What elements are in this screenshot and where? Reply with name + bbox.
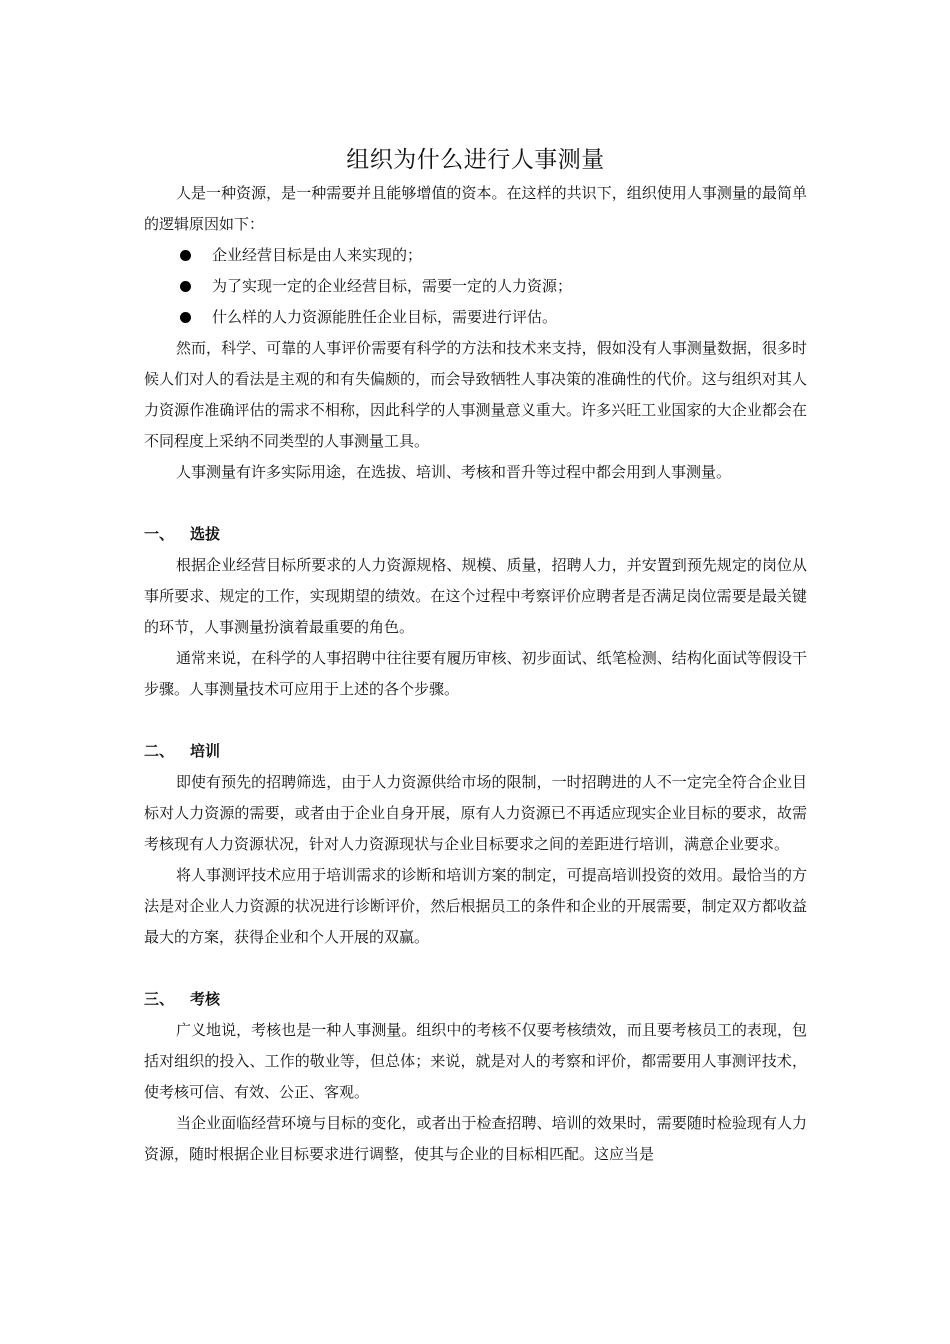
body-paragraph: 人事测量有许多实际用途，在选拔、培训、考核和晋升等过程中都会用到人事测量。: [176, 463, 732, 481]
bullet-dot-icon: [180, 250, 191, 261]
list-item-text: 为了实现一定的企业经营目标，需要一定的人力资源；: [212, 277, 573, 295]
section-heading-text: 培训: [190, 742, 221, 760]
section-assessment: [144, 984, 807, 1170]
section-paragraph: 通常来说，在科学的人事招聘中往往要有履历审核、初步面试、纸笔检测、结构化面试等假设干步骤。人事测量技术可应用于上述的各个步骤。: [144, 649, 807, 698]
body-paragraph: 然而，科学、可靠的人事评价需要有科学的方法和技术来支持，假如没有人事测量数据，很多时候人们对人的看法是主观的和有失偏颇的，而会导致牺牲人事决策的准确性的代价。这与组织对其人力资源作准确评估的需求不相称，因此科学的人事测量意义重大。许多兴旺工业国家的大企业都会在不同程度上采纳不同类型的人事测量工具。: [144, 339, 807, 450]
list-item: [144, 302, 807, 333]
section-heading: [144, 984, 807, 1015]
bullet-dot-icon: [180, 312, 191, 323]
section-heading: [144, 519, 807, 550]
section-paragraph: 根据企业经营目标所要求的人力资源规格、规模、质量，招聘人力，并安置到预先规定的岗位从事所要求、规定的工作，实现期望的绩效。在这个过程中考察评价应聘者是否满足岗位需要是最关键的环节，人事测量扮演着最重要的角色。: [144, 556, 807, 636]
bullet-dot-icon: [180, 281, 191, 292]
list-item-text: 什么样的人力资源能胜任企业目标，需要进行评估。: [212, 308, 558, 326]
section-paragraph: 将人事测评技术应用于培训需求的诊断和培训方案的制定，可提高培训投资的效用。最恰当的方法是对企业人力资源的状况进行诊断评价，然后根据员工的条件和企业的开展需要，制定双方都收益最大的方案，获得企业和个人开展的双赢。: [144, 866, 807, 946]
section-paragraph: 即使有预先的招聘筛选，由于人力资源供给市场的限制，一时招聘进的人不一定完全符合企业目标对人力资源的需要，或者由于企业自身开展，原有人力资源已不再适应现实企业目标的要求，故需考核现有人力资源状况，针对人力资源现状与企业目标要求之间的差距进行培训，满意企业要求。: [144, 773, 807, 853]
section-heading-text: 选拔: [190, 525, 221, 543]
section-spacer: [144, 488, 807, 519]
section-number: 二、: [144, 742, 175, 760]
section-number: 三、: [144, 990, 175, 1008]
section-selection: [144, 519, 807, 705]
document-body: [144, 142, 807, 1170]
section-paragraph: 当企业面临经营环境与目标的变化，或者出于检查招聘、培训的效果时，需要随时检验现有人力资源，随时根据企业目标要求进行调整，使其与企业的目标相匹配。这应当是: [144, 1114, 807, 1163]
list-item: [144, 271, 807, 302]
section-spacer: [144, 705, 807, 736]
reasons-list: [144, 240, 807, 333]
list-item: [144, 240, 807, 271]
section-number: 一、: [144, 525, 175, 543]
section-heading: [144, 736, 807, 767]
section-training: [144, 736, 807, 953]
document-title: 组织为什么进行人事测量: [346, 147, 605, 173]
list-item-text: 企业经营目标是由人来实现的；: [212, 246, 423, 264]
section-spacer: [144, 953, 807, 984]
section-heading-text: 考核: [190, 990, 221, 1008]
section-paragraph: 广义地说，考核也是一种人事测量。组织中的考核不仅要考核绩效，而且要考核员工的表现，包括对组织的投入、工作的敬业等，但总体；来说，就是对人的考察和评价，都需要用人事测评技术，使考核可信、有效、公正、客观。: [144, 1021, 807, 1101]
intro-paragraph: 人是一种资源，是一种需要并且能够增值的资本。在这样的共识下，组织使用人事测量的最简单的逻辑原因如下：: [144, 184, 807, 233]
